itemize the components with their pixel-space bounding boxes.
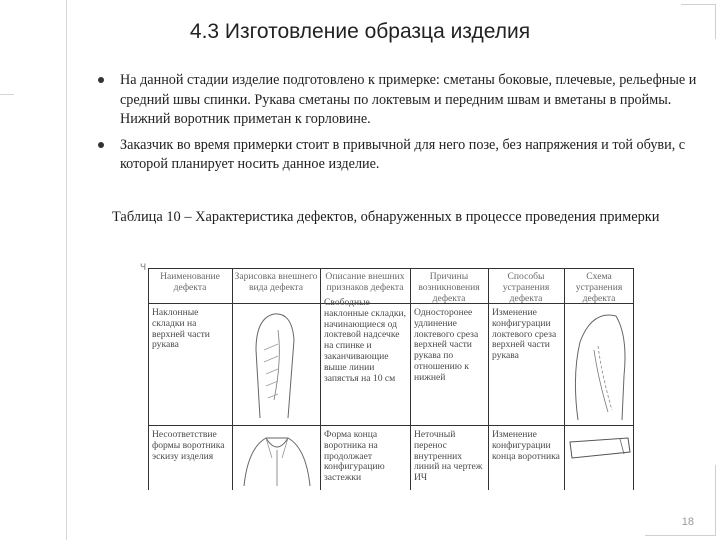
table-row-2-remedy: Изменение конфигурации конца воротника (492, 429, 560, 462)
table-border (564, 268, 565, 490)
collar-defect-sketch-icon (238, 428, 316, 488)
defects-table (148, 268, 634, 490)
table-caption: Таблица 10 – Характеристика дефектов, обнаруженных в процессе проведения примерки (112, 209, 660, 225)
table-border (148, 268, 149, 490)
decorative-corner-bottom-right (645, 465, 716, 536)
table-border (148, 425, 634, 426)
decorative-vertical-line (66, 0, 67, 540)
table-row-1-cause: Односторонее удлинение локтевого среза верхней части рукава по отношению к нижней (414, 307, 479, 383)
table-border (320, 268, 321, 490)
bullet-list (98, 71, 702, 181)
table-row-1-name: Наклонные складки на верхней части рукава (152, 307, 210, 351)
table-row-1-description: Свободные наклонные складки, начинающиеся од локтевой надсечке на спинке и заканчивающие выше линии запястья на 10 см (324, 297, 407, 384)
table-border (410, 268, 411, 490)
table-marker: Ч (140, 263, 147, 273)
table-grid (148, 268, 634, 490)
page-number: 18 (681, 516, 694, 528)
decorative-horizontal-line (0, 94, 14, 95)
bullet-text: На данной стадии изделие подготовлено к примерке: сметаны боковые, плечевые, рельефные и средний швы спинки. Рукава сметаны по локтевым и передним швам и вметаны в проймы. Нижний воротник приметан к горловине. (120, 72, 697, 127)
sleeve-defect-sketch-icon (248, 310, 304, 420)
header-cause: Причины возникновения дефекта (418, 271, 480, 304)
table-row-2-description: Форма конца воротника на продолжает конфигурацию застежки (324, 429, 385, 484)
bullet-item (98, 136, 702, 175)
table-row-1-remedy: Изменение конфигурации локтевого среза верхней части рукава (492, 307, 557, 362)
table-row-2-cause: Неточный перенос внутренних линий на чертеж ИЧ (414, 429, 483, 484)
bullet-item (98, 71, 702, 130)
header-description: Описание внешних признаков дефекта (325, 271, 405, 293)
table-border (148, 268, 634, 269)
header-sketch: Зарисовка внешнего вида дефекта (234, 271, 318, 293)
bullet-dot-icon (98, 142, 104, 148)
collar-correction-scheme-icon (568, 436, 632, 466)
header-remedy: Способы устранения дефекта (502, 271, 550, 304)
bullet-dot-icon (98, 77, 104, 83)
bullet-text: Заказчик во время примерки стоит в привычной для него позе, без напряжения и той обуви, с которой планирует носить данное изделие. (120, 136, 686, 172)
sleeve-correction-scheme-icon (568, 306, 630, 422)
slide-title: 4.3 Изготовление образца изделия (189, 20, 531, 43)
table-border (232, 268, 233, 490)
table-border (488, 268, 489, 490)
table-border (633, 268, 634, 490)
table-row-2-name: Несоответствие формы воротника эскизу изделия (152, 429, 225, 462)
header-scheme: Схема устранения дефекта (575, 271, 623, 304)
header-name: Наименование дефекта (160, 271, 220, 293)
